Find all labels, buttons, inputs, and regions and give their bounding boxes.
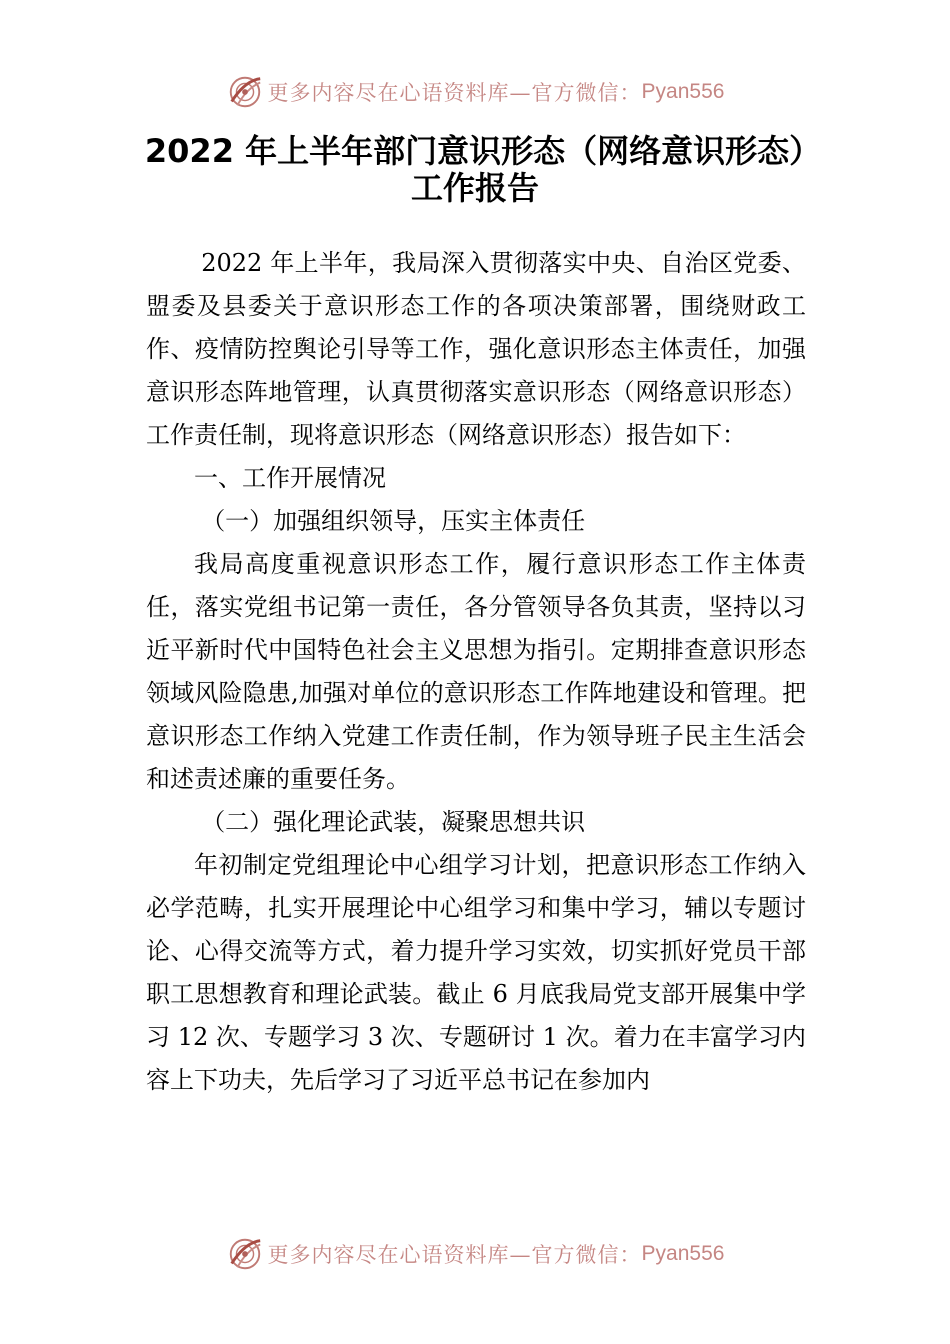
document-title: 2022 年上半年部门意识形态（网络意识形态）工作报告	[144, 132, 806, 207]
intro-paragraph: 2022 年上半年，我局深入贯彻落实中央、自治区党委、盟委及县委关于意识形态工作的各项决策部署，围绕财政工作、疫情防控舆论引导等工作，强化意识形态主体责任，加强意识形态阵地管理，认真贯彻落实意识形态（网络意识形态）工作责任制，现将意识形态（网络意识形态）报告如下：	[146, 249, 806, 449]
subsection-heading: （一）加强组织领导，压实主体责任	[201, 507, 586, 535]
watermark-wechat-id: Pyan556	[641, 80, 725, 103]
watermark-text: 更多内容尽在心语资料库—官方微信：	[267, 1243, 642, 1267]
body-paragraph: 年初制定党组理论中心组学习计划，把意识形态工作纳入必学范畴，扎实开展理论中心组学习和集中学习，辅以专题讨论、心得交流等方式，着力提升学习实效，切实抓好党员干部职工思想教育和理论武装。截止 6 月底我局党支部开展集中学习 12 次、专题学习 3 次、专题研讨 1 次。着力在丰富学习内容上下功夫，先后学习了习近平总书记在参加内	[146, 851, 806, 1094]
watermark-header	[0, 72, 950, 112]
logo-icon	[226, 73, 264, 111]
watermark-text: 更多内容尽在心语资料库—官方微信：	[267, 81, 642, 105]
logo-icon	[226, 1235, 264, 1273]
watermark-footer	[0, 1234, 950, 1274]
section-heading: 一、工作开展情况	[194, 464, 386, 492]
subsection-heading: （二）强化理论武装，凝聚思想共识	[201, 808, 586, 836]
document-body	[146, 242, 806, 1102]
watermark-wechat-id: Pyan556	[641, 1242, 725, 1265]
body-paragraph: 我局高度重视意识形态工作，履行意识形态工作主体责任，落实党组书记第一责任，各分管领导各负其责，坚持以习近平新时代中国特色社会主义思想为指引。定期排查意识形态领域风险隐患,加强对单位的意识形态工作阵地建设和管理。把意识形态工作纳入党建工作责任制，作为领导班子民主生活会和述责述廉的重要任务。	[146, 550, 806, 793]
